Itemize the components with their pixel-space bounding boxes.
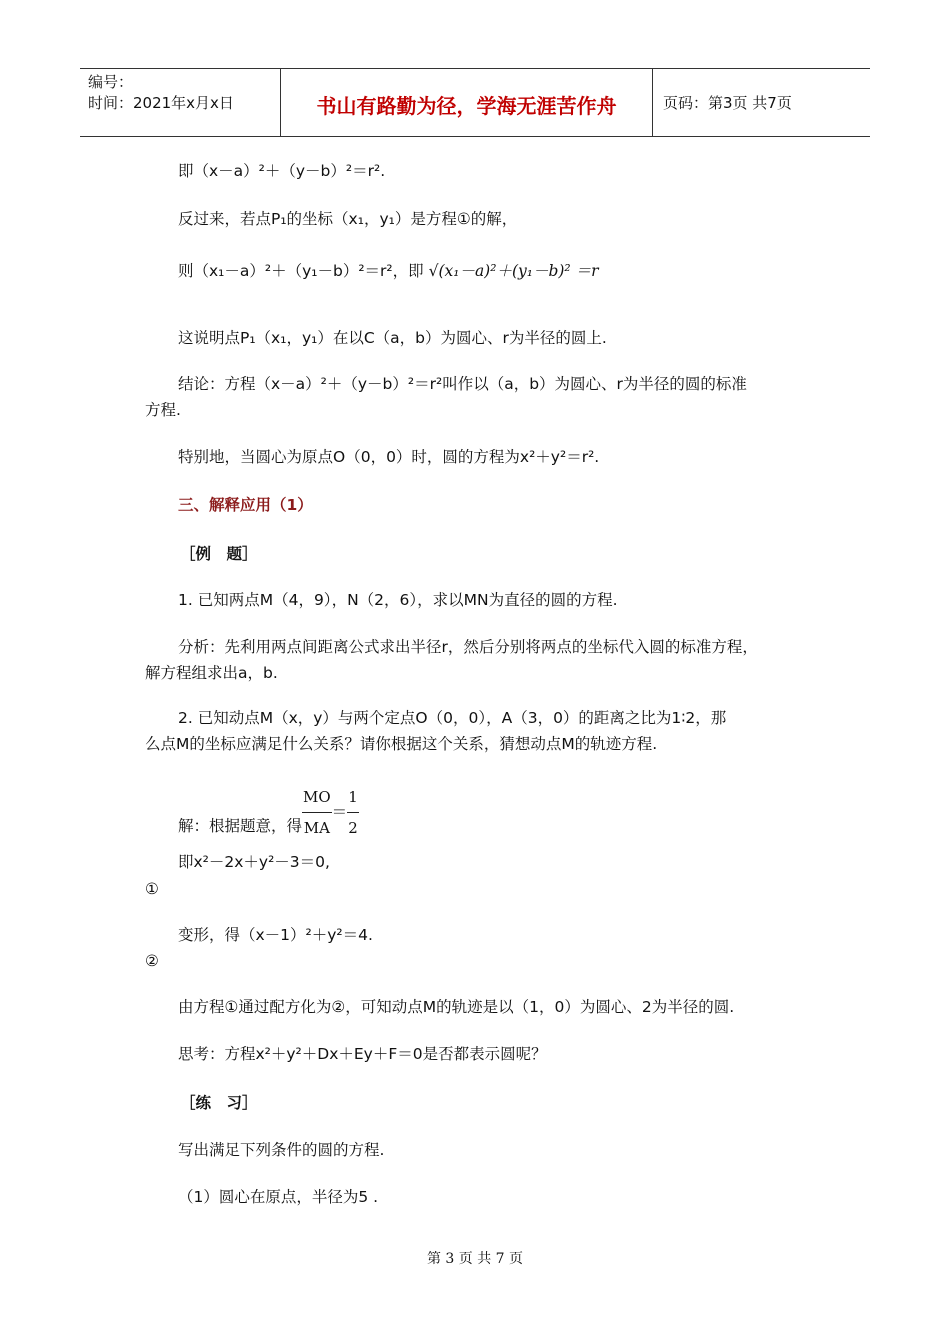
conclusion-paragraph — [145, 371, 825, 423]
trajectory-conclusion: 由方程①通过配方化为②，可知动点M的轨迹是以（1，0）为圆心、2为半径的圆. — [178, 998, 735, 1016]
frac-equals: ＝ — [331, 803, 348, 821]
example-1: 1. 已知两点M（4，9），N（2，6），求以MN为直径的圆的方程. — [178, 591, 618, 609]
example-2-paragraph — [145, 705, 825, 757]
solution-line — [178, 782, 359, 843]
line-explains: 这说明点P₁（x₁，y₁）在以C（a，b）为圆心、r为半径的圆上. — [178, 329, 607, 347]
time-label: 时间：2021年x月x日 — [88, 94, 234, 112]
practice-title: ［练 习］ — [180, 1094, 258, 1112]
sqrt-formula: √(x₁－a)²＋(y₁－b)² ＝r — [428, 262, 599, 280]
practice-intro: 写出满足下列条件的圆的方程. — [178, 1141, 385, 1159]
section-heading: 三、解释应用（1） — [178, 496, 313, 514]
fraction-mo-ma — [302, 782, 332, 843]
equation-2: 变形，得（x－1）²＋y²＝4. — [178, 926, 373, 944]
header-motto: 书山有路勤为径，学海无涯苦作舟 — [281, 69, 653, 136]
line-special: 特别地，当圆心为原点O（0，0）时，圆的方程为x²＋y²＝r². — [178, 448, 600, 466]
frac-denominator: MA — [303, 819, 330, 837]
marker-2: ② — [145, 952, 159, 970]
conclusion-line-1: 结论：方程（x－a）²＋（y－b）²＝r²叫作以（a，b）为圆心、r为半径的圆的标准 — [178, 375, 747, 393]
header-page-info: 页码：第3页 共7页 — [663, 94, 792, 112]
line-equation: 即（x－a）²＋（y－b）²＝r². — [178, 162, 386, 180]
frac-denominator-2: 2 — [348, 819, 358, 837]
marker-1: ① — [145, 880, 159, 898]
conclusion-line-2: 方程. — [145, 401, 181, 419]
frac-numerator: MO — [302, 782, 332, 813]
line-converse: 反过来，若点P₁的坐标（x₁，y₁）是方程①的解， — [178, 210, 518, 228]
analysis-paragraph — [145, 634, 825, 686]
solution-text: 解：根据题意，得 — [178, 817, 303, 835]
frac-numerator-2: 1 — [347, 782, 359, 813]
line-then-text: 则（x₁－a）²＋（y₁－b）²＝r²，即 — [178, 262, 424, 280]
serial-label: 编号： — [88, 73, 134, 91]
example-2-line-2: 么点M的坐标应满足什么关系？请你根据这个关系，猜想动点M的轨迹方程. — [145, 735, 658, 753]
analysis-line-2: 解方程组求出a，b. — [145, 664, 278, 682]
equation-1: 即x²－2x＋y²－3＝0, — [178, 853, 330, 871]
practice-item-1: （1）圆心在原点，半径为5 . — [178, 1188, 379, 1206]
think-question: 思考：方程x²＋y²＋Dx＋Ey＋F＝0是否都表示圆呢？ — [178, 1045, 547, 1063]
fraction-one-half — [347, 782, 359, 843]
page-header — [80, 68, 870, 137]
example-title: ［例 题］ — [180, 545, 258, 563]
analysis-line-1: 分析：先利用两点间距离公式求出半径r，然后分别将两点的坐标代入圆的标准方程， — [178, 638, 758, 656]
page-footer: 第 3 页 共 7 页 — [426, 1251, 524, 1267]
line-then — [178, 260, 598, 282]
example-2-line-1: 2. 已知动点M（x，y）与两个定点O（0，0），A（3，0）的距离之比为1∶2，那 — [178, 709, 727, 727]
header-meta — [80, 69, 281, 136]
